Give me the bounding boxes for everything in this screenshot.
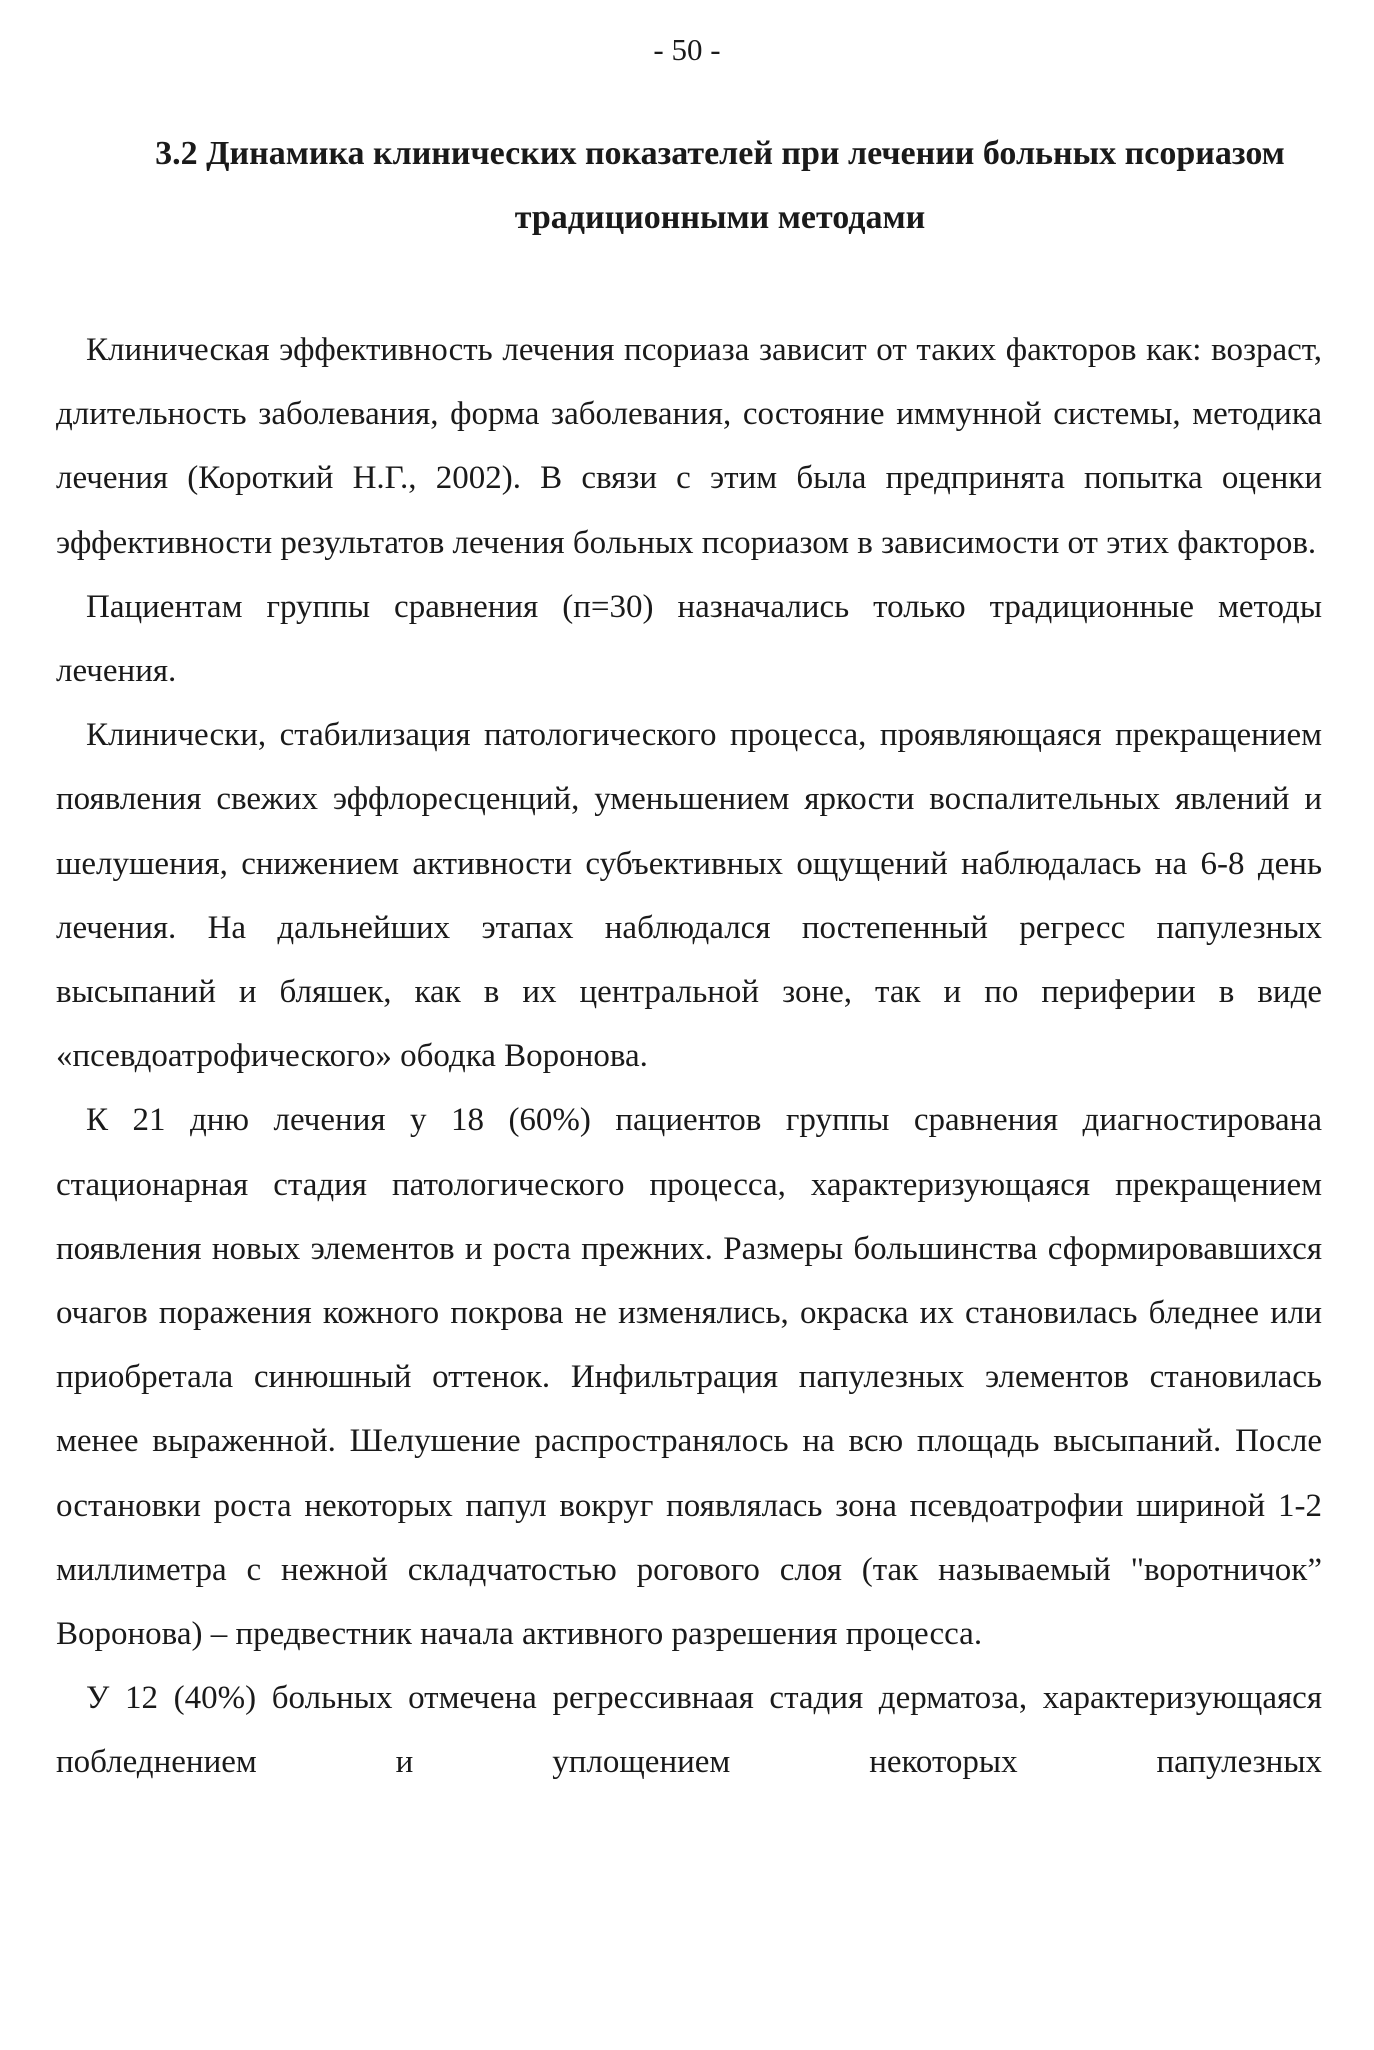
section-heading: 3.2 Динамика клинических показателей при лечении больных псориазом традиционными методами	[155, 135, 1285, 236]
paragraph-stationary-stage: К 21 дню лечения у 18 (60%) пациентов группы сравнения диагностирована стационарная стадия патологического процесса, характеризующаяся прекращением появления новых элементов и роста прежних. Размеры большинства сформировавшихся очагов поражения кожного покрова не изменялись, окраска их становилась бледнее или приобретала синюшный оттенок. Инфильтрация папулезных элементов становилась менее выраженной. Шелушение распространялось на всю площадь высыпаний. После остановки роста некоторых папул вокруг появлялась зона псевдоатрофии шириной 1-2 миллиметра с нежной складчатостью рогового слоя (так называемый "воротничок” Воронова) – предвестник начала активного разрешения процесса.	[56, 1102, 1322, 1653]
paragraph-stabilization: Клинически, стабилизация патологического процесса, проявляющаяся прекращением появления свежих эффлоресценций, уменьшением яркости воспалительных явлений и шелушения, снижением активности субъективных ощущений наблюдалась на 6-8 день лечения. На дальнейших этапах наблюдался постепенный регресс папулезных высыпаний и бляшек, как в их центральной зоне, так и по периферии в виде «псевдоатрофического» ободка Воронова.	[56, 717, 1322, 1075]
body-text	[56, 318, 1322, 1795]
page-number: - 50 -	[653, 32, 721, 67]
paragraph-regressive-stage: У 12 (40%) больных отмечена регрессивнаая стадия дерматоза, характеризующаяся побледнением и уплощением некоторых папулезных	[56, 1680, 1322, 1781]
paragraph-clinical-efficacy: Клиническая эффективность лечения псориаза зависит от таких факторов как: возраст, длительность заболевания, форма заболевания, состояние иммунной системы, методика лечения (Короткий Н.Г., 2002). В связи с этим была предпринята попытка оценки эффективности результатов лечения больных псориазом в зависимости от этих факторов.	[56, 332, 1322, 561]
paragraph-comparison-group: Пациентам группы сравнения (п=30) назначались только традиционные методы лечения.	[56, 588, 1322, 690]
